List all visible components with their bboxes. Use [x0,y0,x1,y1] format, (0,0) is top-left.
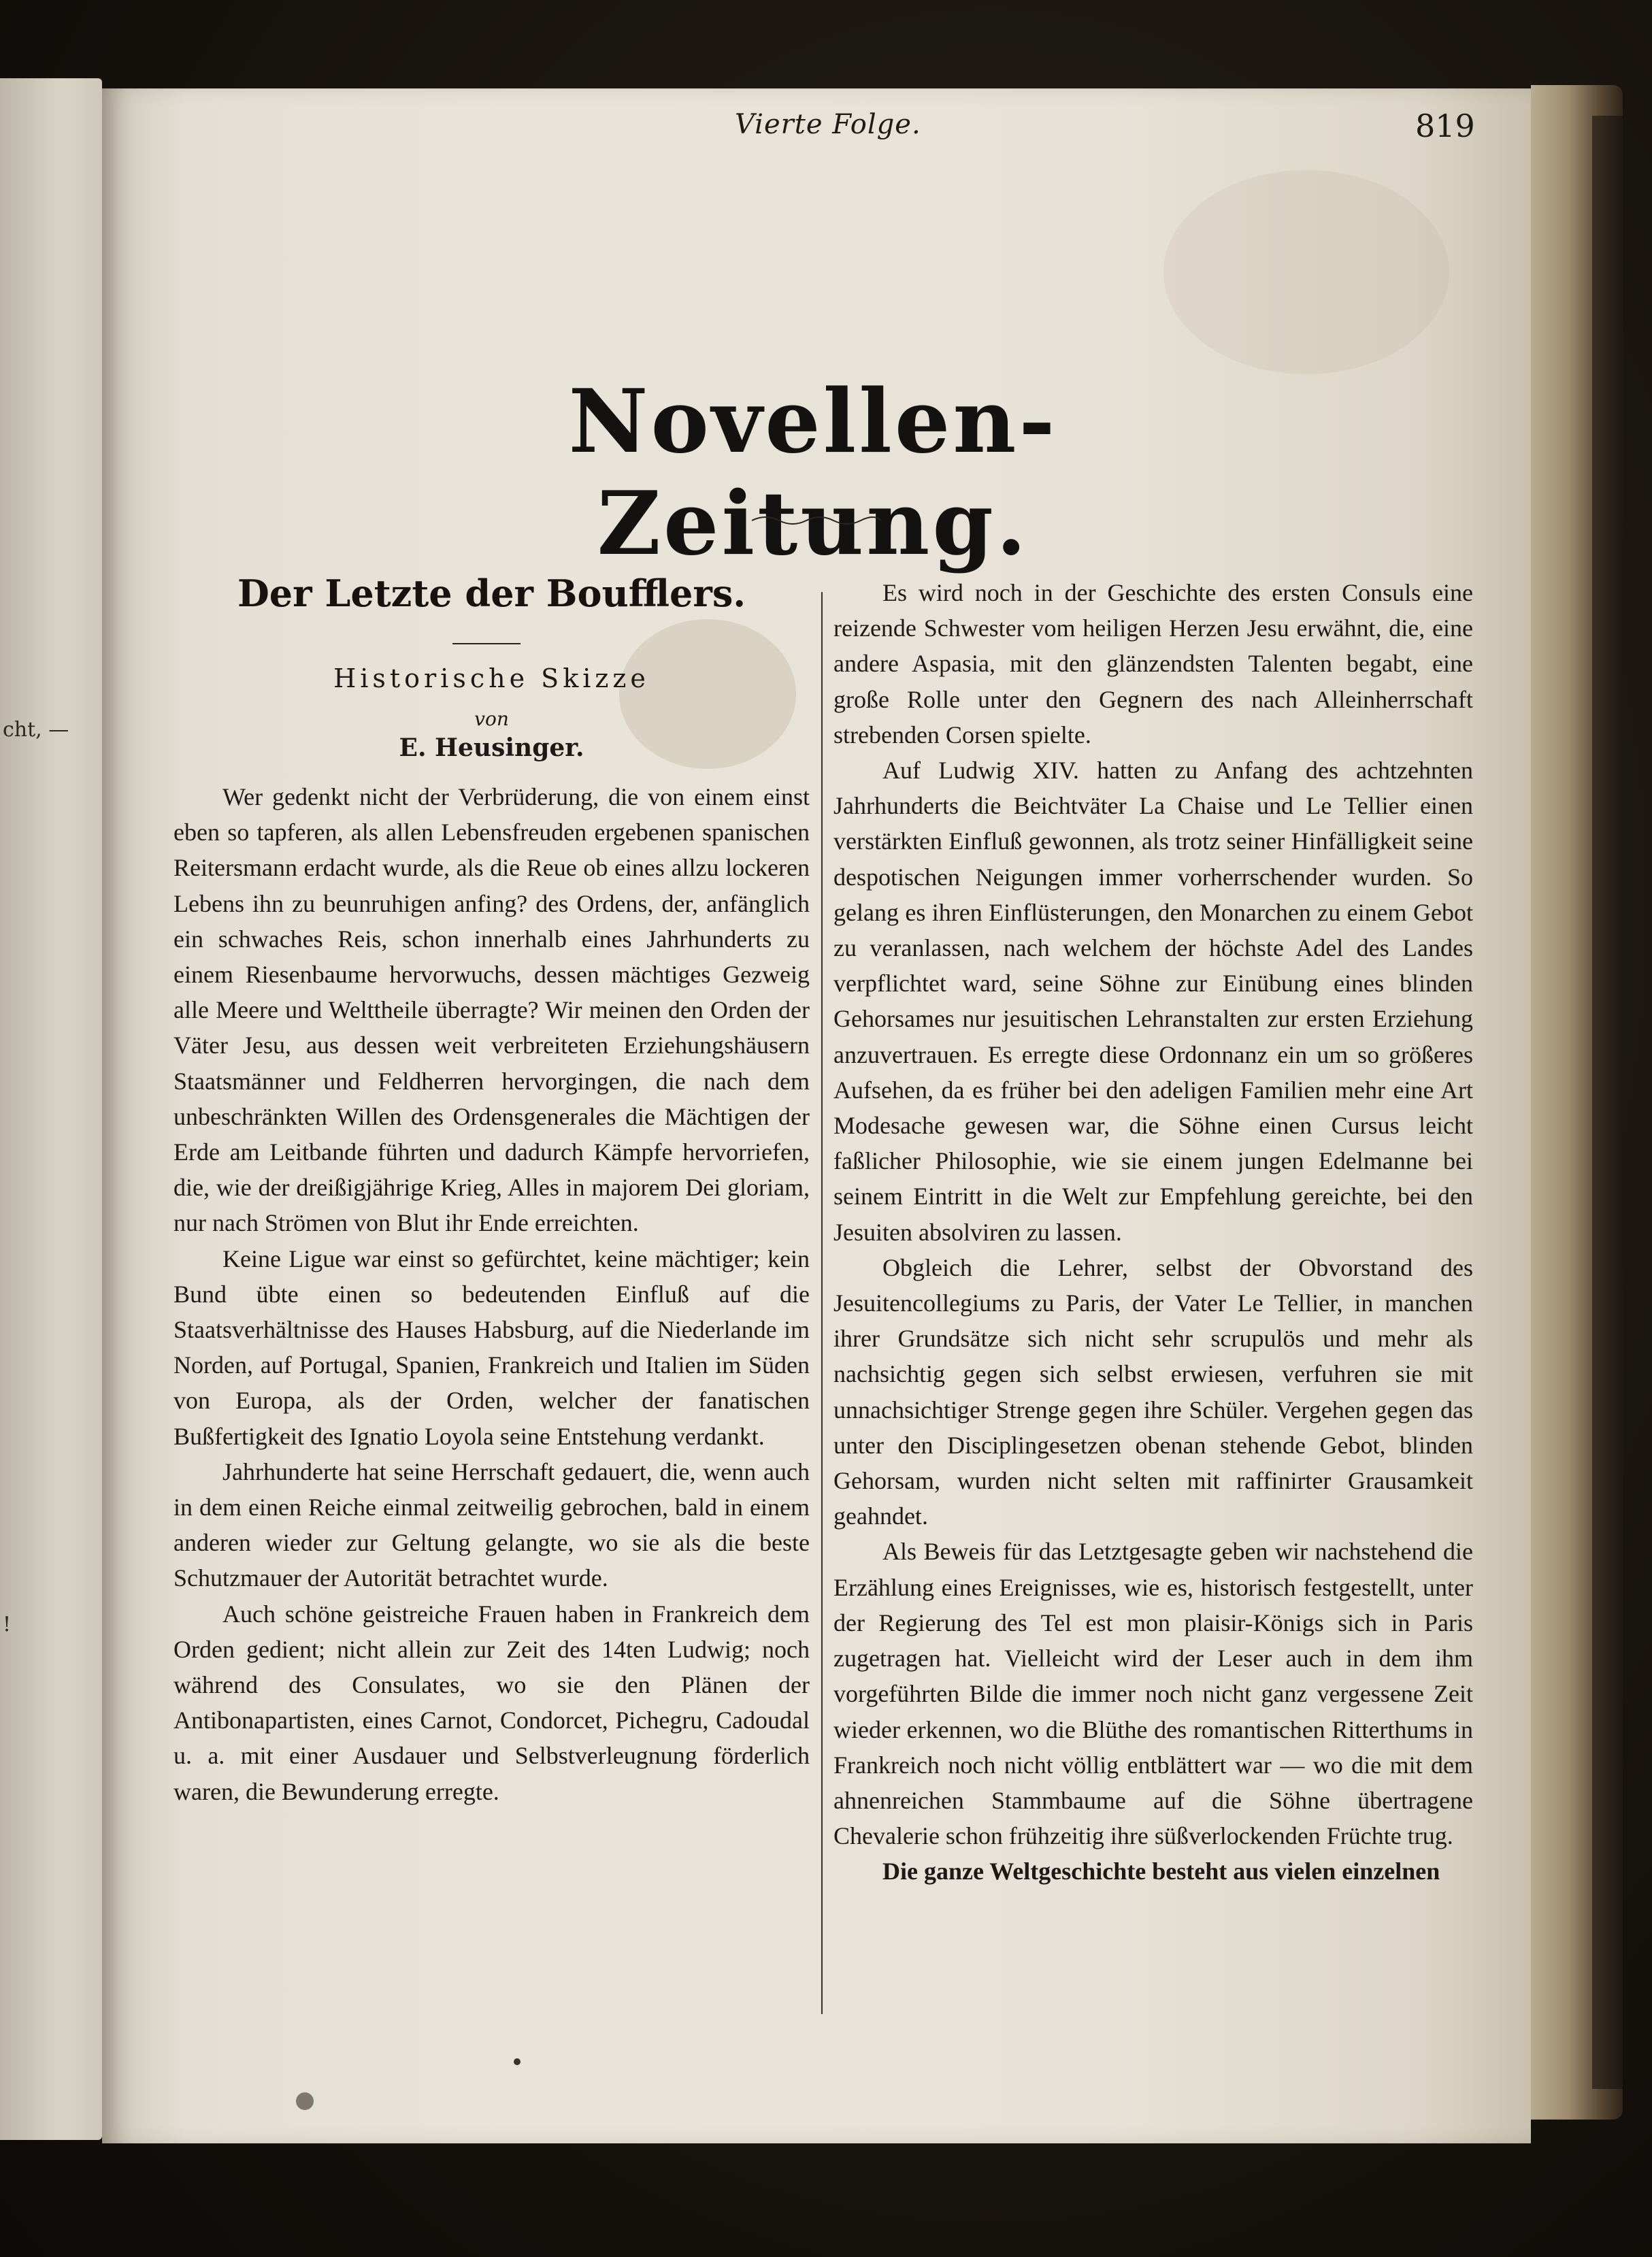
right-column [833,575,1473,1890]
previous-page-edge [0,78,102,2140]
paper-mark [296,2092,314,2110]
previous-page-fragment: cht, — [3,718,69,742]
paragraph: Die ganze Weltgeschichte besteht aus vielen einzelnen [882,1858,1440,1885]
paragraph: Auf Ludwig XIV. hatten zu Anfang des achtzehnten Jahrhunderts die Beichtväter La Chaise und Le Tellier einen verstärkten Einfluß gewonnen, als trotz seiner Hinfälligkeit seine despotischen Neigungen immer vorherrschender wurden. So gelang es ihren Einflüsterungen, den Monarchen zu einem Gebot zu veranlassen, nach welchem der höchste Adel des Landes verpflichtet ward, seine Söhne zur Einübung eines blinden Gehorsames nur jesuitischen Lehranstalten zur ersten Erziehung anzuvertrauen. Es erregte diese Ordonnanz ein um so größeres Aufsehen, da es früher bei den adeligen Familien mehr eine Art Modesache gewesen war, die Söhne einen Cursus leicht faßlicher Philosophie, wie sie einem jungen Edelmanne bei seinem Eintritt in die Welt zur Empfehlung gereichte, bei den Jesuiten absolviren zu lassen. [833,757,1473,1246]
paper-mark [514,2058,521,2065]
paragraph: Es wird noch in der Geschichte des ersten Consuls eine reizende Schwester vom heiligen Herzen Jesu erwähnt, die, eine andere Aspasia, mit den glänzendsten Talenten begabt, eine große Rolle unter den Gegnern des nach Alleinherrschaft strebenden Corsen spielte. [833,579,1473,748]
paragraph: Auch schöne geistreiche Frauen haben in Frankreich dem Orden gedient; nicht allein zur Zeit des 14ten Ludwig; noch während des Consulates, wo sie den Plänen der Antibonapartisten, eines Carnot, Condorcet, Pichegru, Cadoudal u. a. mit einer Ausdauer und Selbstverleugnung förderlich waren, die Bewunderung erregte. [174,1600,810,1805]
left-column [174,779,810,1809]
running-head: Vierte Folge. [735,109,921,140]
paragraph: Jahrhunderte hat seine Herrschaft gedauert, die, wenn auch in dem einen Reiche einmal zeitweilig gebrochen, bald in einem anderen wieder zur Geltung gelangte, wo sie als die beste Schutzmauer der Autorität betrachtet wurde. [174,1457,810,1592]
title-rule [452,643,521,644]
paragraph: Als Beweis für das Letztgesagte geben wir nachstehend die Erzählung eines Ereignisses, wie es, historisch festgestellt, unter der Regierung des Tel est mon plaisir-Königs sich in Paris zugetragen hat. Vielleicht wird der Leser auch in dem ihm vorgeführten Bilde die immer noch nicht ganz vergessene Zeit wieder erkennen, wo die Blüthe des romantischen Ritterthums in Frankreich noch nicht völlig entblättert war — wo die mit dem ahnenreichen Stammbaume auf die Söhne übertragene Chevalerie schon frühzeitig ihre süßverlockenden Früchte trug. [833,1538,1473,1850]
book-spine [1592,116,1623,2089]
column-divider [821,592,823,2014]
previous-page-fragment: ! [3,1613,12,1636]
paragraph: Wer gedenkt nicht der Verbrüderung, die von einem einst eben so tapferen, als allen Lebensfreuden ergebenen spanischen Reitersmann erdacht wurde, als die Reue ob eines allzu lockeren Lebens ihn zu beunruhigen anfing? des Ordens, der, anfänglich ein schwaches Reis, schon innerhalb eines Jahrhunderts zu einem Riesenbaume hervorwuchs, dessen mächtiges Gezweig alle Meere und Welttheile überragte? Wir meinen den Orden der Väter Jesu, aus dessen weit verbreiteten Erziehungshäusern Staatsmänner und Feldherren hervorgingen, die nach dem unbeschränkten Willen des Ordensgenerales die Mächtigen der Erde am Leitbande führten und dadurch Kämpfe hervorriefen, die, wie der dreißigjährige Krieg, Alles in majorem Dei gloriam, nur nach Strömen von Blut ihr Ende erreichten. [174,783,810,1237]
article-author: E. Heusinger. [399,734,584,762]
masthead-title: Novellen-Zeitung. [568,371,1058,575]
paper-stain [1163,170,1449,374]
paragraph: Obgleich die Lehrer, selbst der Obvorstand des Jesuitencollegiums zu Paris, der Vater Le Tellier, in manchen ihrer Grundsätze sich nicht sehr scrupulös und mehr als nachsichtig gegen sich selbst erwiesen, verfuhren sie mit unnachsichtiger Strenge gegen ihre Schüler. Vergehen gegen das unter den Disciplingesetzen obenan stehende Gebot, blinden Gehorsam, wurden nicht selten mit raffinirter Grausamkeit geahndet. [833,1253,1473,1530]
byline-von: von [474,708,509,730]
article-title: Der Letzte der Boufflers. [237,572,746,615]
article-subtitle: Historische Skizze [333,663,650,693]
page-number: 819 [1415,108,1475,144]
paragraph: Keine Ligue war einst so gefürchtet, keine mächtiger; kein Bund übte einen so bedeutenden Einfluß auf die Staatsverhältnisse des Hauses Habsburg, auf die Niederlande im Norden, auf Portugal, Spanien, Frankreich und Italien im Süden von Europa, als der Orden, welcher der fanatischen Bußfertigkeit des Ignatio Loyola seine Entstehung verdankt. [174,1245,810,1450]
flourish-ornament [748,510,885,531]
